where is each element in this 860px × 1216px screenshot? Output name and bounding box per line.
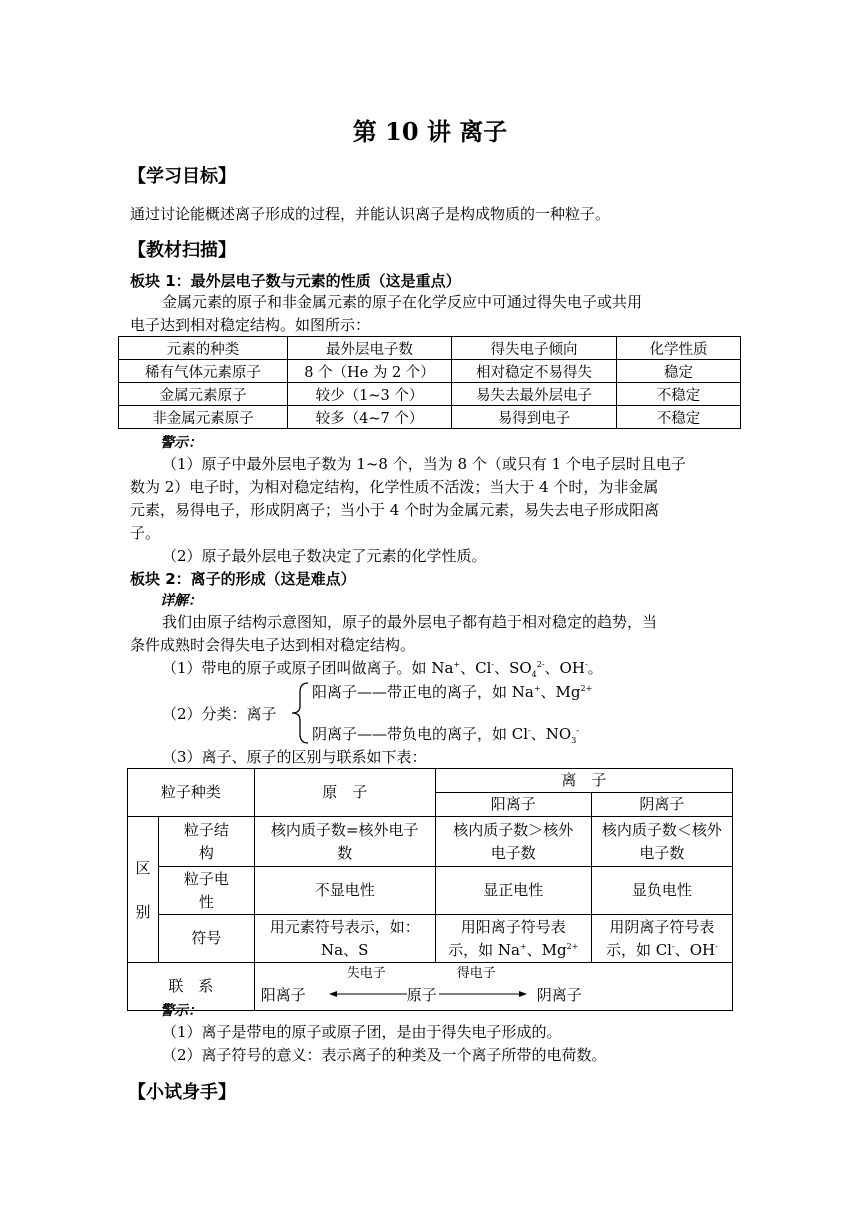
block1-intro-line1: 金属元素的原子和非金属元素的原子在化学反应中可通过得失电子或共用	[162, 293, 643, 311]
element-properties-table	[118, 336, 741, 429]
charge-label: 粒子电 性	[159, 867, 255, 915]
table-cell: 较多（4~7 个）	[288, 406, 452, 429]
atom-header: 原 子	[254, 769, 435, 817]
symbol-anion: 用阴离子符号表 示，如 Cl-、OH-	[591, 915, 732, 963]
block2-warn1: （1）离子是带电的原子或原子团，是由于得失电子形成的。	[162, 1023, 562, 1041]
table-cell: 较少（1~3 个）	[288, 383, 452, 406]
relation-gain-label: 得电子	[456, 965, 496, 981]
block1-warn1-line: 元素，易得电子，形成阴离子；当小于 4 个时为金属元素，易失去电子形成阳离	[130, 501, 660, 519]
block2-detail-label: 详解：	[160, 593, 202, 609]
structure-cation: 核内质子数＞核外 电子数	[435, 817, 591, 867]
block1-heading: 板块 1：最外层电子数与元素的性质（这是重点）	[130, 272, 461, 290]
table-cell: 相对稳定不易得失	[452, 360, 617, 383]
block1-warn-label: 警示：	[160, 435, 202, 451]
charge-atom: 不显电性	[254, 867, 435, 915]
goals-text: 通过讨论能概述离子形成的过程，并能认识离子是构成物质的一种粒子。	[130, 205, 611, 223]
relation-atom: 原子	[406, 985, 437, 1004]
relation-lose-label: 失电子	[346, 965, 386, 981]
table-cell: 稳定	[617, 360, 741, 383]
table-intro: （3）离子、原子的区别与联系如下表：	[162, 748, 427, 766]
table-header: 化学性质	[617, 337, 741, 360]
ion-atom-table	[127, 768, 733, 1011]
particle-type-header: 粒子种类	[128, 769, 255, 817]
table-header: 元素的种类	[119, 337, 288, 360]
scan-heading: 【教材扫描】	[128, 240, 236, 261]
relation-cell	[254, 963, 732, 1011]
block2-warn-label: 警示：	[160, 1003, 202, 1019]
relation-anion: 阴离子	[536, 985, 582, 1004]
charge-cation: 显正电性	[435, 867, 591, 915]
page-title: 第 10 讲 离子	[352, 117, 508, 146]
block2-heading: 板块 2：离子的形成（这是难点）	[130, 570, 356, 588]
table-cell: 非金属元素原子	[119, 406, 288, 429]
cation-classification: 阳离子——带正电的离子，如 Na+、$Mg^{2+}$	[312, 683, 593, 701]
diff-label: 区 别	[128, 817, 159, 963]
table-cell: 不稳定	[617, 406, 741, 429]
charge-anion: 显负电性	[591, 867, 732, 915]
table-header: 最外层电子数	[288, 337, 452, 360]
relation-label: 联 系	[128, 963, 255, 1011]
table-row	[119, 383, 741, 406]
classify-label: （2）分类：离子	[162, 705, 277, 723]
relation-arrows-icon	[327, 988, 537, 1000]
anion-classification: 阴离子——带负电的离子，如 Cl-、$NO_3^-$	[312, 725, 579, 745]
structure-atom: 核内质子数=核外电子 数	[254, 817, 435, 867]
structure-label: 粒子结 构	[159, 817, 255, 867]
block2-warn2: （2）离子符号的意义：表示离子的种类及一个离子所带的电荷数。	[162, 1046, 607, 1064]
block1-warn1-line: （1）原子中最外层电子数为 1~8 个，当为 8 个（或只有 1 个电子层时且电子	[162, 455, 686, 473]
table-row	[119, 360, 741, 383]
table-row	[119, 406, 741, 429]
table-cell: 稀有气体元素原子	[119, 360, 288, 383]
symbol-atom: 用元素符号表示，如： Na、S	[254, 915, 435, 963]
ion-definition: （1）带电的原子或原子团叫做离子。如 Na+、Cl-、$SO_4^{2-}$、OH-。	[162, 659, 603, 679]
brace-icon	[286, 680, 312, 746]
block1-warn1-line: 数为 2）电子时，为相对稳定结构，化学性质不活泼；当大于 4 个时，为非金属	[130, 478, 659, 496]
goals-heading: 【学习目标】	[128, 166, 236, 187]
relation-cation: 阳离子	[260, 985, 306, 1004]
symbol-cation: 用阳离子符号表 示，如 Na+、$Mg^{2+}$	[435, 915, 591, 963]
symbol-label: 符号	[159, 915, 255, 963]
structure-anion: 核内质子数＜核外 电子数	[591, 817, 732, 867]
cation-header: 阳离子	[435, 793, 591, 817]
block1-warn2: （2）原子最外层电子数决定了元素的化学性质。	[162, 547, 487, 565]
table-cell: 不稳定	[617, 383, 741, 406]
table-header: 得失电子倾向	[452, 337, 617, 360]
ion-header: 离 子	[435, 769, 732, 793]
block2-detail-line1: 我们由原子结构示意图知，原子的最外层电子都有趋于相对稳定的趋势，当	[162, 613, 658, 631]
block1-warn1-line: 子。	[130, 524, 161, 542]
table-cell: 金属元素原子	[119, 383, 288, 406]
table-cell: 易失去最外层电子	[452, 383, 617, 406]
try-heading: 【小试身手】	[128, 1082, 236, 1103]
anion-header: 阴离子	[591, 793, 732, 817]
block1-intro-line2: 电子达到相对稳定结构。如图所示：	[130, 316, 371, 334]
table-cell: 易得到电子	[452, 406, 617, 429]
table-cell: 8 个（He 为 2 个）	[288, 360, 452, 383]
block2-detail-line2: 条件成熟时会得失电子达到相对稳定结构。	[130, 636, 416, 654]
